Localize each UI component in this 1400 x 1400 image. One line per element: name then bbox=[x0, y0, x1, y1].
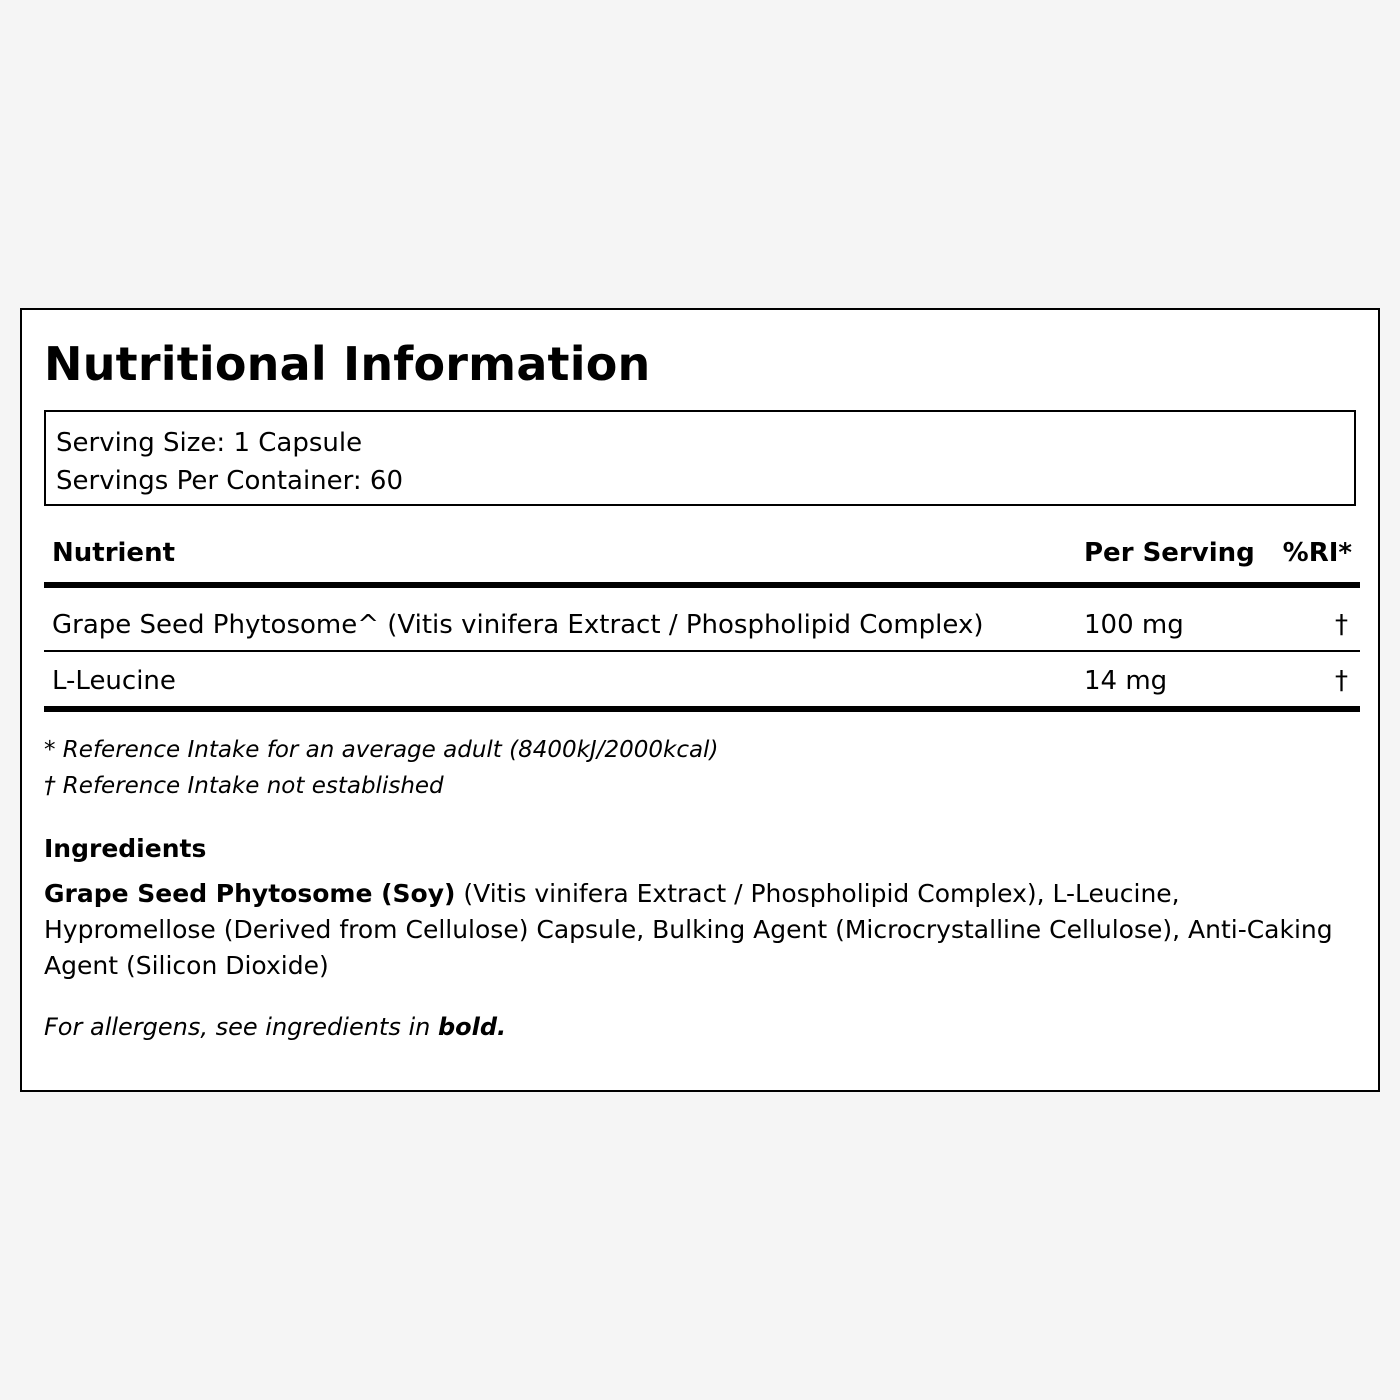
column-header-nutrient: Nutrient bbox=[52, 538, 176, 568]
nutrient-table bbox=[44, 526, 1360, 712]
nutrition-panel bbox=[20, 308, 1380, 1092]
allergen-note-bold: bold. bbox=[437, 1013, 507, 1041]
table-header bbox=[44, 526, 1360, 588]
nutrient-name: Grape Seed Phytosome^ (Vitis vinifera Extract / Phospholipid Complex) bbox=[52, 610, 984, 640]
serving-size: Serving Size: 1 Capsule bbox=[56, 428, 363, 458]
ingredients-heading: Ingredients bbox=[44, 834, 207, 863]
allergen-note-text: For allergens, see ingredients in bbox=[44, 1013, 438, 1041]
column-header-ri: %RI* bbox=[1282, 538, 1352, 568]
allergen-note bbox=[44, 1010, 506, 1044]
column-header-per-serving: Per Serving bbox=[1084, 538, 1255, 568]
serving-info-box bbox=[44, 410, 1356, 506]
per-serving-value: 14 mg bbox=[1084, 666, 1168, 696]
servings-per-container: Servings Per Container: 60 bbox=[56, 466, 404, 496]
table-row bbox=[44, 652, 1360, 712]
footnote-ri: * Reference Intake for an average adult (8400kJ/2000kcal) bbox=[44, 737, 719, 763]
ri-value: † bbox=[1335, 666, 1348, 696]
per-serving-value: 100 mg bbox=[1084, 610, 1184, 640]
page-title: Nutritional Information bbox=[44, 337, 651, 391]
ingredients-allergen-bold: Grape Seed Phytosome (Soy) bbox=[44, 879, 456, 908]
nutrient-name: L-Leucine bbox=[52, 666, 176, 696]
ri-value: † bbox=[1335, 610, 1348, 640]
ingredients-rest: (Vitis vinifera Extract / Phospholipid Complex), L-Leucine, Hypromellose (Derived from Cellulose) Capsule, Bulking Agent (Microcrystalline Cellulose), Anti-Caking Agent (Silicon Dioxide) bbox=[44, 879, 1333, 980]
table-row bbox=[44, 588, 1360, 652]
ingredients-text bbox=[44, 876, 1334, 984]
footnote-dagger: † Reference Intake not established bbox=[44, 773, 444, 799]
